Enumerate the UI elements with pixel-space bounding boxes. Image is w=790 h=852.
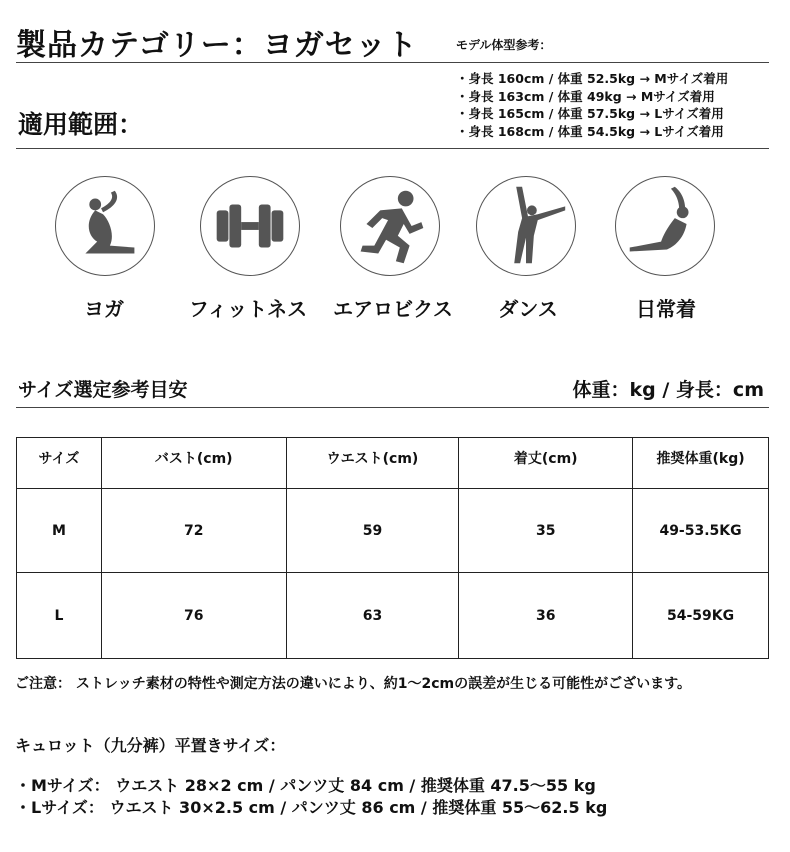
table-cell: M	[17, 489, 102, 573]
divider	[16, 62, 769, 63]
table-cell: L	[17, 573, 102, 659]
care-note: ご注意： ストレッチ素材の特性や測定方法の違いにより、約1～2cmの誤差が生じる可能性がございます。	[15, 676, 691, 692]
table-cell: 59	[286, 489, 459, 573]
model-reference-list	[456, 70, 728, 140]
activity-label: 日常着	[636, 297, 696, 321]
size-guide-title: サイズ選定参考目安	[18, 379, 188, 401]
divider	[16, 148, 769, 149]
table-row	[17, 573, 769, 659]
table-header-cell: 着丈(cm)	[459, 438, 633, 489]
activity-label: ヨガ	[84, 297, 124, 321]
dancer-icon	[476, 176, 576, 276]
culotte-size-item: ・Lサイズ： ウエスト 30×2.5 cm / パンツ丈 86 cm / 推奨体重 55～62.5 kg	[15, 798, 608, 817]
culotte-heading: キュロット（九分裤）平置きサイズ：	[15, 736, 286, 755]
yoga-pose-icon	[55, 176, 155, 276]
table-header-cell: バスト(cm)	[101, 438, 286, 489]
divider	[16, 407, 769, 408]
table-cell: 36	[459, 573, 633, 659]
table-cell: 54-59KG	[633, 573, 769, 659]
table-header-row	[17, 438, 769, 489]
table-header-cell: サイズ	[17, 438, 102, 489]
culotte-size-item: ・Mサイズ： ウエスト 28×2 cm / パンツ丈 84 cm / 推奨体重 47.5～55 kg	[15, 776, 596, 795]
activity-label: ダンス	[498, 297, 558, 321]
page-title: 製品カテゴリー：ヨガセット	[16, 28, 418, 63]
activity-label: フィットネス	[188, 297, 308, 321]
culotte-size-list	[15, 775, 607, 819]
table-cell: 35	[459, 489, 633, 573]
activity-label: エアロビクス	[333, 297, 453, 321]
model-reference-item: ・身長 165cm / 体重 57.5kg → Lサイズ着用	[456, 106, 724, 121]
dumbbell-icon	[200, 176, 300, 276]
table-row	[17, 489, 769, 573]
scope-heading: 適用範囲：	[18, 110, 144, 139]
model-reference-item: ・身長 163cm / 体重 49kg → Mサイズ着用	[456, 88, 715, 104]
size-table	[16, 437, 769, 659]
table-cell: 72	[101, 489, 286, 573]
size-guide-units: 体重：kg / 身長：cm	[572, 379, 764, 401]
table-cell: 76	[101, 573, 286, 659]
running-person-icon	[340, 176, 440, 276]
model-reference-item: ・身長 160cm / 体重 52.5kg → Mサイズ着用	[456, 71, 729, 86]
table-cell: 63	[286, 573, 459, 659]
model-reference-heading: モデル体型参考：	[456, 38, 552, 52]
table-header-cell: ウエスト(cm)	[286, 438, 459, 489]
table-cell: 49-53.5KG	[633, 489, 769, 573]
model-reference-item: ・身長 168cm / 体重 54.5kg → Lサイズ着用	[456, 123, 724, 139]
table-header-cell: 推奨体重(kg)	[633, 438, 769, 489]
stretching-pose-icon	[615, 176, 715, 276]
